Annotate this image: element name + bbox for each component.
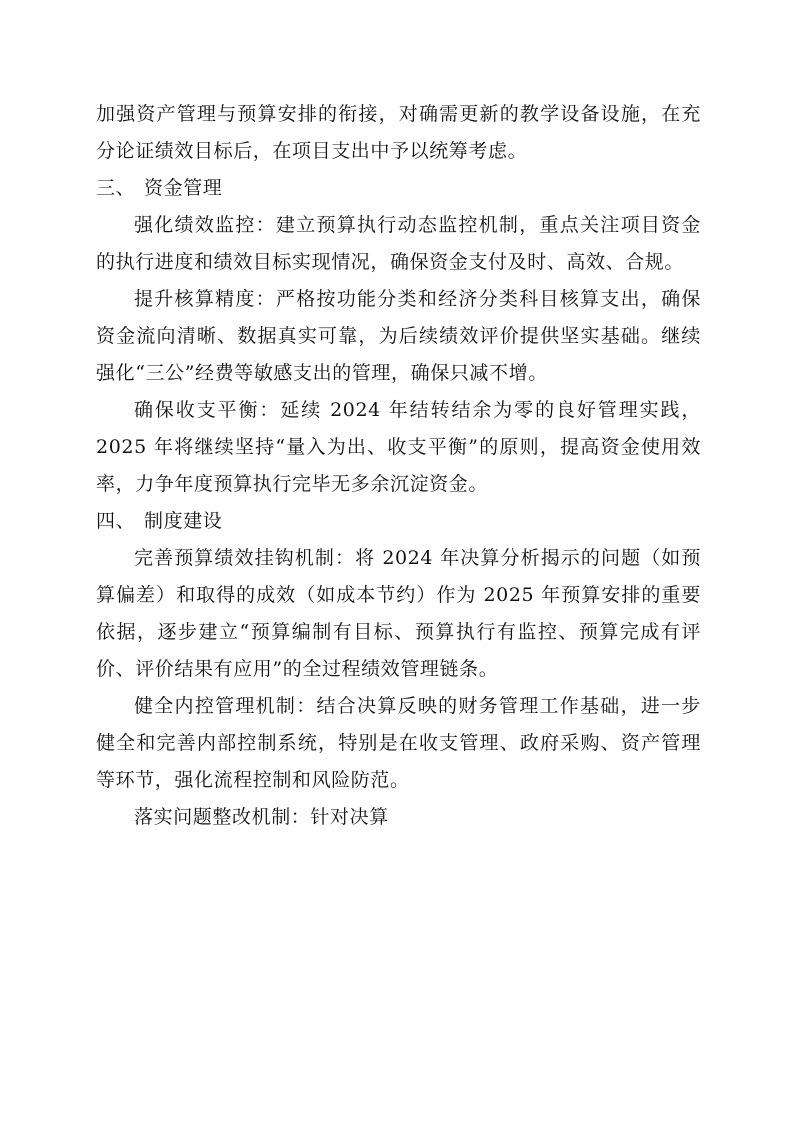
paragraph-rectification: 落实问题整改机制：针对决算 xyxy=(134,806,389,828)
section-heading-system-building xyxy=(96,503,701,540)
paragraph-performance-monitoring: 强化绩效监控：建立预算执行动态监控机制，重点关注项目资金的执行进度和绩效目标实现情况，确保资金支付及时、高效、合规。 xyxy=(96,214,701,273)
section-title: 资金管理 xyxy=(144,177,223,199)
section-title: 制度建设 xyxy=(144,510,223,532)
paragraph-internal-control: 健全内控管理机制：结合决算反映的财务管理工作基础，进一步健全和完善内部控制系统，特别是在收支管理、政府采购、资产管理等环节，强化流程控制和风险防范。 xyxy=(96,695,701,791)
paragraph-accounting-accuracy: 提升核算精度：严格按功能分类和经济分类科目核算支出，确保资金流向清晰、数据真实可靠，为后续绩效评价提供坚实基础。继续强化“三公”经费等敏感支出的管理，确保只减不增。 xyxy=(96,288,701,384)
document-body xyxy=(96,96,701,836)
section-heading-fund-management xyxy=(96,170,701,207)
paragraph-performance-linkage: 完善预算绩效挂钩机制：将 2024 年决算分析揭示的问题（如预算偏差）和取得的成效（如成本节约）作为 2025 年预算安排的重要依据，逐步建立“预算编制有目标、预算执行有监控、预算完成有评价、评价结果有应用”的全过程绩效管理链条。 xyxy=(96,547,701,680)
paragraph-balance-budget: 确保收支平衡：延续 2024 年结转结余为零的良好管理实践，2025 年将继续坚持“量入为出、收支平衡”的原则，提高资金使用效率，力争年度预算执行完毕无多余沉淀资金。 xyxy=(96,399,701,495)
section-number: 三、 xyxy=(96,177,136,199)
section-number: 四、 xyxy=(96,510,136,532)
paragraph-asset-management: 加强资产管理与预算安排的衔接，对确需更新的教学设备设施，在充分论证绩效目标后，在项目支出中予以统筹考虑。 xyxy=(96,103,701,162)
